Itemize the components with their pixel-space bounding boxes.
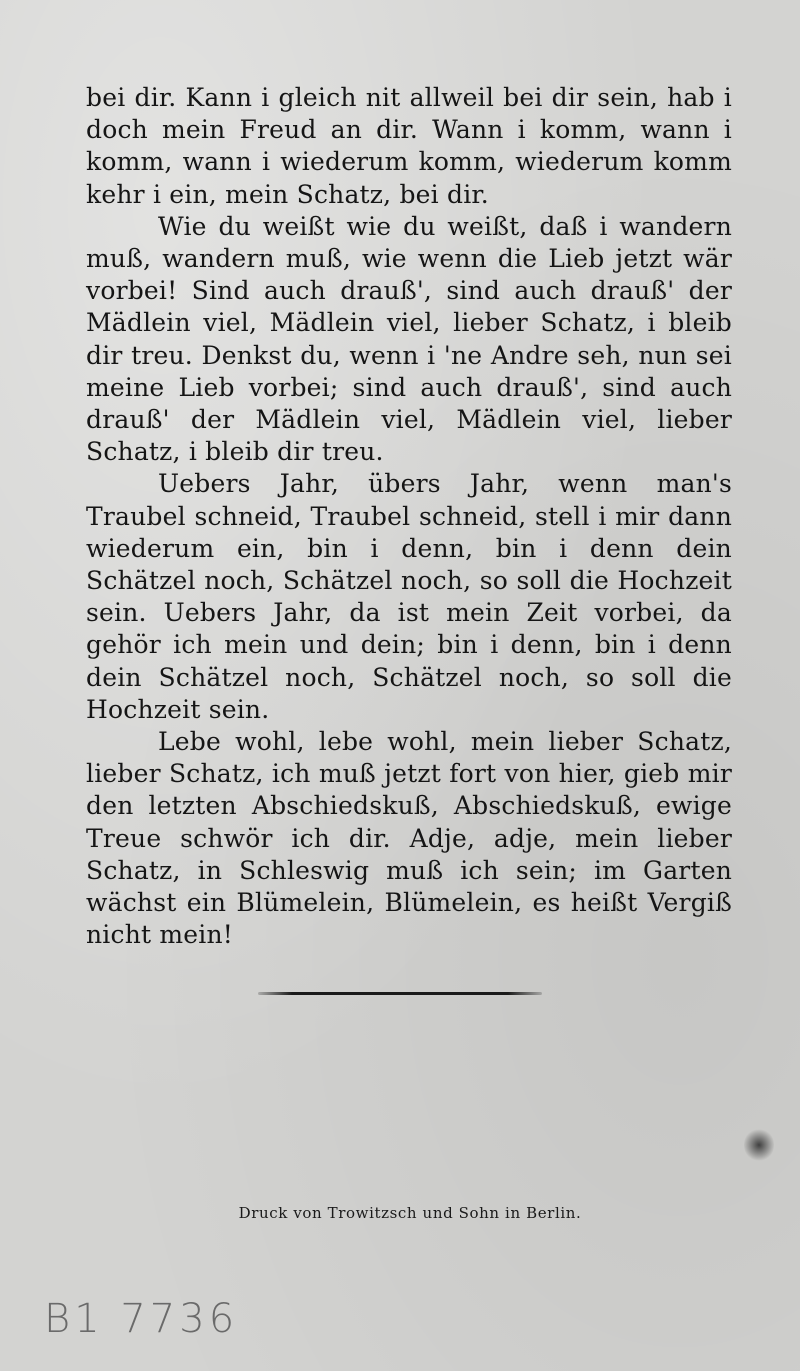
ink-stain — [744, 1128, 774, 1162]
printer-imprint: Druck von Trowitzsch und Sohn in Berlin. — [238, 1204, 582, 1222]
paragraph-1: bei dir. Kann i gleich nit allweil bei dir sein, hab i doch mein Freud an dir. Wann i komm, wann i komm, wann i wiederum komm, wiederum komm kehr i ein, mein Schatz, bei dir. — [86, 83, 732, 209]
handwritten-shelfmark: B1 7736 — [44, 1296, 239, 1342]
paragraph-4: Lebe wohl, lebe wohl, mein lieber Schatz, lieber Schatz, ich muß jetzt fort von hier, gieb mir den letzten Abschiedskuß, Abschiedskuß, ewige Treue schwör ich dir. Adje, adje, mein lieber Schatz, in Schleswig muß ich sein; im Garten wächst ein Blümelein, Blümelein, es heißt Vergiß nicht mein! — [86, 727, 732, 950]
song-text — [86, 82, 732, 951]
show-through-text — [90, 915, 730, 1175]
horizontal-rule — [258, 992, 542, 995]
paragraph-2: Wie du weißt wie du weißt, daß i wandern muß, wandern muß, wie wenn die Lieb jetzt wär vorbei! Sind auch drauß', sind auch drauß' der Mädlein viel, Mädlein viel, lieber Schatz, i bleib dir treu. Denkst du, wenn i 'ne Andre seh, nun sei meine Lieb vorbei; sind auch drauß', sind auch drauß' der Mädlein viel, Mädlein viel, lieber Schatz, i bleib dir treu. — [86, 211, 732, 467]
paragraph-3: Uebers Jahr, übers Jahr, wenn man's Traubel schneid, Traubel schneid, stell i mir dann wiederum ein, bin i denn, bin i denn dein Schätzel noch, Schätzel noch, so soll die Hochzeit sein. Uebers Jahr, da ist mein Zeit vorbei, da gehör ich mein und dein; bin i denn, bin i denn dein Schätzel noch, Schätzel noch, so soll die Hochzeit sein. — [86, 469, 732, 724]
